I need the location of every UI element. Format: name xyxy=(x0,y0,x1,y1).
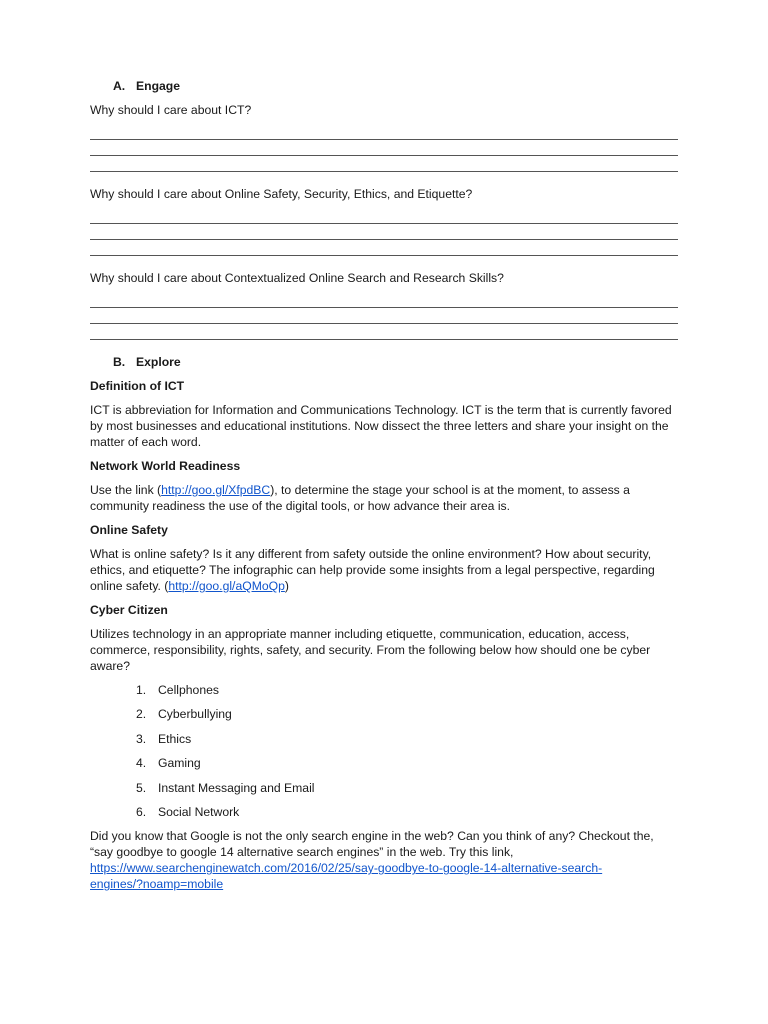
answer-line[interactable] xyxy=(90,208,678,224)
answer-line[interactable] xyxy=(90,140,678,156)
list-item xyxy=(136,706,678,722)
answer-line[interactable] xyxy=(90,308,678,324)
online-safety-link[interactable]: http://goo.gl/aQMoQp xyxy=(168,579,285,593)
question-online-search: Why should I care about Contextualized Online Search and Research Skills? xyxy=(90,271,504,285)
cyber-aware-list xyxy=(90,682,678,820)
section-title: Engage xyxy=(136,79,181,93)
online-safety-text-before: What is online safety? Is it any different from safety outside the online environment? How about security, ethics, and etiquette? The infographic can help provide some insights from a legal perspective, regarding online safety. ( xyxy=(90,547,655,593)
definition-text: ICT is abbreviation for Information and Communications Technology. ICT is the term that is currently favored by most businesses and educational institutions. Now dissect the three letters and share your insight on the matter of each word. xyxy=(90,403,672,449)
definition-heading: Definition of ICT xyxy=(90,379,185,393)
list-number: 4. xyxy=(136,756,147,771)
section-letter: A. xyxy=(113,79,126,93)
search-engine-link-part2[interactable]: engines/?noamp=mobile xyxy=(90,877,224,892)
cyber-citizen-text: Utilizes technology in an appropriate manner including etiquette, communication, education, access, commerce, responsibility, rights, safety, and security. From the following below how should one be cyber aware? xyxy=(90,627,651,673)
network-text-after: ), to determine the stage your school is at the moment, to assess a community readiness the use of the digital tools, or how advance their area is. xyxy=(90,483,630,513)
answer-lines-ict[interactable] xyxy=(90,128,678,176)
answer-lines-online-safety[interactable] xyxy=(90,212,678,260)
network-heading: Network World Readiness xyxy=(90,459,241,473)
list-label: Cyberbullying xyxy=(158,707,232,722)
section-explore-heading xyxy=(113,354,678,370)
question-ict: Why should I care about ICT? xyxy=(90,103,252,117)
list-item xyxy=(136,682,678,698)
list-number: 2. xyxy=(136,707,147,722)
list-item xyxy=(136,731,678,747)
list-number: 1. xyxy=(136,683,147,697)
network-text-before: Use the link ( xyxy=(90,483,162,497)
list-item xyxy=(136,804,678,820)
question-online-safety: Why should I care about Online Safety, Security, Ethics, and Etiquette? xyxy=(90,187,473,201)
section-title: Explore xyxy=(136,355,181,369)
list-number: 5. xyxy=(136,780,147,795)
answer-line[interactable] xyxy=(90,292,678,308)
list-label: Ethics xyxy=(158,731,192,746)
online-safety-text xyxy=(90,546,678,594)
search-engines-paragraph xyxy=(90,828,678,892)
answer-line[interactable] xyxy=(90,124,678,140)
list-label: Social Network xyxy=(158,804,240,819)
answer-line[interactable] xyxy=(90,240,678,256)
answer-lines-online-search[interactable] xyxy=(90,296,678,344)
list-number: 3. xyxy=(136,731,147,746)
list-label: Instant Messaging and Email xyxy=(158,780,315,795)
answer-line[interactable] xyxy=(90,224,678,240)
network-readiness-link[interactable]: http://goo.gl/XfpdBC xyxy=(161,483,271,497)
network-text xyxy=(90,482,678,514)
document-body xyxy=(90,78,678,900)
answer-line[interactable] xyxy=(90,324,678,340)
answer-line[interactable] xyxy=(90,156,678,172)
cyber-citizen-heading: Cyber Citizen xyxy=(90,603,168,617)
list-number: 6. xyxy=(136,804,147,819)
list-label: Gaming xyxy=(158,756,201,771)
search-engine-link-part1[interactable]: https://www.searchenginewatch.com/2016/02/25/say-goodbye-to-google-14-alternative-search- xyxy=(90,861,603,876)
online-safety-heading: Online Safety xyxy=(90,523,168,537)
section-letter: B. xyxy=(113,355,126,369)
search-engines-text: Did you know that Google is not the only search engine in the web? Can you think of any? Checkout the, “say goodbye to google 14 alternative search engines” in the web. Try this link, xyxy=(90,829,654,860)
section-engage-heading xyxy=(113,78,678,94)
list-label: Cellphones xyxy=(158,683,219,697)
list-item xyxy=(136,780,678,796)
online-safety-text-after: ) xyxy=(284,579,289,593)
list-item xyxy=(136,755,678,771)
